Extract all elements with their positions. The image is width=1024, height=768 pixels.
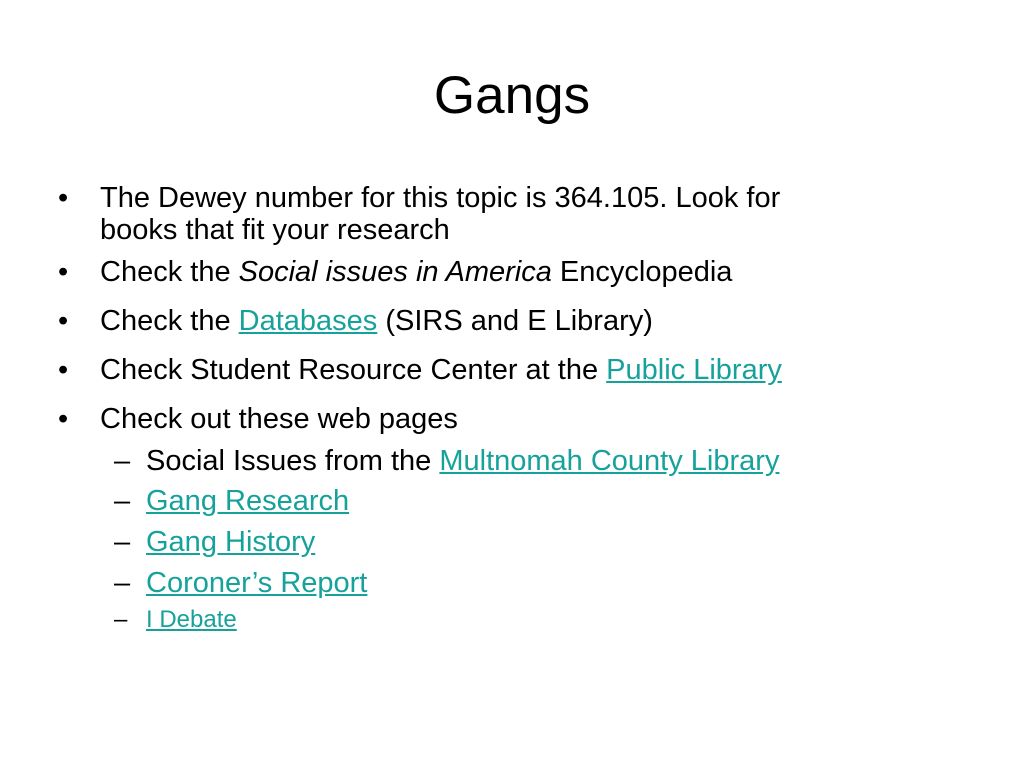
dash-marker: – <box>114 445 131 477</box>
i-debate-link[interactable]: I Debate <box>146 606 237 633</box>
bullet-text: Check out these web pages <box>100 403 458 435</box>
multnomah-county-library-link[interactable]: Multnomah County Library <box>439 445 780 477</box>
public-library-link[interactable]: Public Library <box>606 354 782 386</box>
slide-title: Gangs <box>433 66 591 125</box>
dash-marker: – <box>114 526 131 558</box>
gang-history-link[interactable]: Gang History <box>146 526 316 558</box>
dash-marker: – <box>114 606 128 633</box>
bullet-text-prefix: Check the <box>100 305 239 337</box>
bullet-text-suffix: Encyclopedia <box>551 256 733 288</box>
bullet-text: books that fit your research <box>100 214 450 246</box>
bullet-dot: • <box>58 256 69 288</box>
coroners-report-link[interactable]: Coroner’s Report <box>146 567 368 599</box>
sub-item-text <box>146 444 779 478</box>
gang-research-link[interactable]: Gang Research <box>146 485 350 517</box>
bullet-text-prefix: Check the <box>100 256 239 288</box>
databases-link[interactable]: Databases <box>238 305 378 337</box>
bullet-text-suffix: (SIRS and E Library) <box>377 305 653 337</box>
bullet-text <box>100 353 782 387</box>
bullet-dot: • <box>58 182 69 214</box>
bullet-dot: • <box>58 354 69 386</box>
dash-marker: – <box>114 485 131 517</box>
encyclopedia-title: Social issues in America <box>238 256 552 288</box>
bullet-text <box>100 255 732 289</box>
bullet-text <box>100 304 653 338</box>
bullet-dot: • <box>58 305 69 337</box>
bullet-text: The Dewey number for this topic is 364.105. Look for <box>100 182 781 214</box>
bullet-dot: • <box>58 403 69 435</box>
sub-item-prefix: Social Issues from the <box>146 445 440 477</box>
dash-marker: – <box>114 567 131 599</box>
bullet-text-prefix: Check Student Resource Center at the <box>100 354 607 386</box>
